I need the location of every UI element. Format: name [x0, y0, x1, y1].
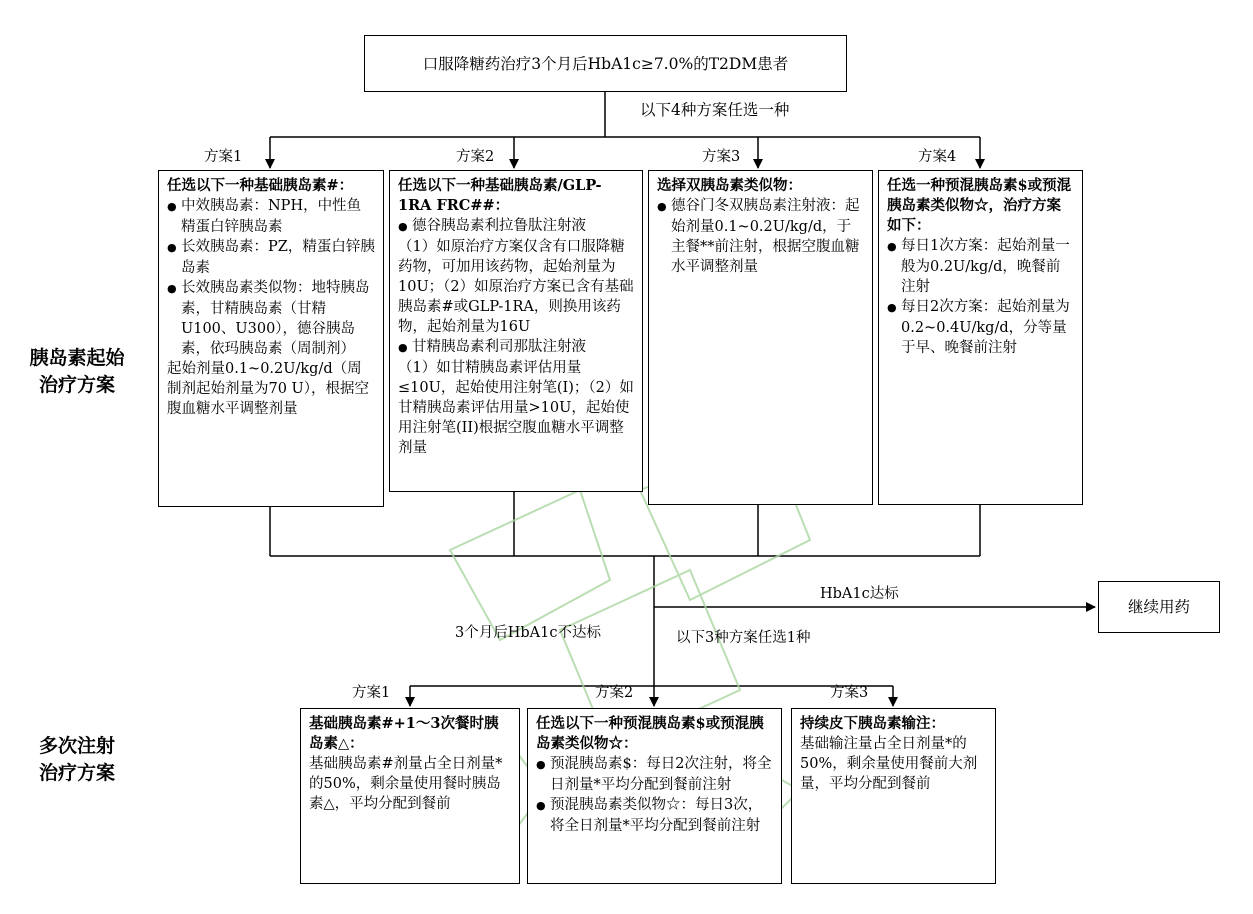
plan1-note: 起始剂量0.1~0.2U/kg/d（周制剂起始剂量为70 U），根据空腹血糖水平调整剂量 [167, 361, 370, 417]
plan2-note: （1）如甘精胰岛素评估用量≤10U，起始使用注射笔(I)；（2）如甘精胰岛素评估用量>10U，起始使用注射笔(II)根据空腹血糖水平调整剂量 [398, 360, 634, 456]
bottom-plan2-item: ● 预混胰岛素类似物☆：每日3次，将全日剂量*平均分配到餐前注射 [536, 795, 773, 836]
continue-text: 继续用药 [1127, 598, 1190, 616]
plan2-label: 方案2 [456, 149, 495, 165]
bottom-plan3-box [791, 708, 996, 884]
section-initial-title [22, 345, 132, 399]
plan1-heading: 任选以下一种基础胰岛素#： [167, 177, 354, 194]
section-multi-title-line2: 治疗方案 [38, 762, 115, 784]
hba1c-ok-label: HbA1c达标 [820, 586, 899, 602]
plan3-item: ● 德谷门冬双胰岛素注射液：起始剂量0.1~0.2U/kg/d，于主餐**前注射，根据空腹血糖水平调整剂量 [657, 196, 864, 277]
plan4-heading: 任选一种预混胰岛素$或预混胰岛素类似物☆，治疗方案如下： [887, 177, 1072, 234]
bottom-plan3-note: 基础输注量占全日剂量*的50%，剩余量使用餐前大剂量，平均分配到餐前 [800, 736, 978, 792]
plan3-heading: 选择双胰岛素类似物： [657, 177, 802, 194]
plan4-item: ● 每日1次方案：起始剂量一般为0.2U/kg/d，晚餐前注射 [887, 236, 1074, 297]
bottom-plan3-label: 方案3 [830, 685, 869, 701]
not-ok-label: 3个月后HbA1c不达标 [455, 625, 601, 641]
plan4-item: ● 每日2次方案：起始剂量为0.2~0.4U/kg/d，分等量于早、晚餐前注射 [887, 297, 1074, 358]
bottom-plan1-label: 方案1 [352, 685, 391, 701]
choose-four-label: 以下4种方案任选一种 [640, 101, 790, 119]
bottom-plan2-heading: 任选以下一种预混胰岛素$或预混胰岛素类似物☆： [536, 715, 764, 752]
plan2-heading: 任选以下一种基础胰岛素/GLP-1RA FRC##： [398, 177, 602, 214]
bottom-plan2-box [527, 708, 782, 884]
section-multi-title [22, 733, 132, 787]
plan4-box [878, 170, 1083, 505]
plan2-box [389, 170, 643, 492]
plan1-item: ● 中效胰岛素：NPH，中性鱼精蛋白锌胰岛素 [167, 196, 375, 237]
plan3-box [648, 170, 873, 505]
bottom-plan1-heading: 基础胰岛素#+1～3次餐时胰岛素△： [309, 715, 499, 752]
plan3-label: 方案3 [702, 149, 741, 165]
section-multi-title-line1: 多次注射 [38, 735, 115, 757]
section-initial-title-line2: 治疗方案 [38, 374, 115, 396]
bottom-plan1-box [300, 708, 520, 884]
plan1-label: 方案1 [204, 149, 243, 165]
bottom-plan1-note: 基础胰岛素#剂量占全日剂量*的50%，剩余量使用餐时胰岛素△，平均分配到餐前 [309, 756, 503, 812]
plan2-item: ● 甘精胰岛素利司那肽注射液 [398, 337, 634, 358]
top-condition-text: 口服降糖药治疗3个月后HbA1c≥7.0%的T2DM患者 [422, 54, 789, 73]
top-condition-box [364, 35, 847, 92]
bottom-plan2-label: 方案2 [595, 685, 634, 701]
bottom-plan3-heading: 持续皮下胰岛素输注： [800, 715, 945, 732]
plan2-item: ● 德谷胰岛素利拉鲁肽注射液 [398, 216, 634, 237]
plan1-box [158, 170, 384, 507]
plan2-note: （1）如原治疗方案仅含有口服降糖药物，可加用该药物，起始剂量为10U；（2）如原治疗方案已含有基础胰岛素#或GLP-1RA，则换用该药物，起始剂量为16U [398, 239, 634, 335]
plan1-item: ● 长效胰岛素：PZ，精蛋白锌胰岛素 [167, 237, 375, 278]
section-initial-title-line1: 胰岛素起始 [29, 347, 125, 369]
bottom-plan2-item: ● 预混胰岛素$：每日2次注射，将全日剂量*平均分配到餐前注射 [536, 754, 773, 795]
plan1-item: ● 长效胰岛素类似物：地特胰岛素，甘精胰岛素（甘精U100、U300），德谷胰岛素，依玛胰岛素（周制剂） [167, 278, 375, 359]
choose-three-label: 以下3种方案任选1种 [676, 630, 811, 646]
continue-box [1098, 581, 1220, 633]
plan4-label: 方案4 [918, 149, 957, 165]
